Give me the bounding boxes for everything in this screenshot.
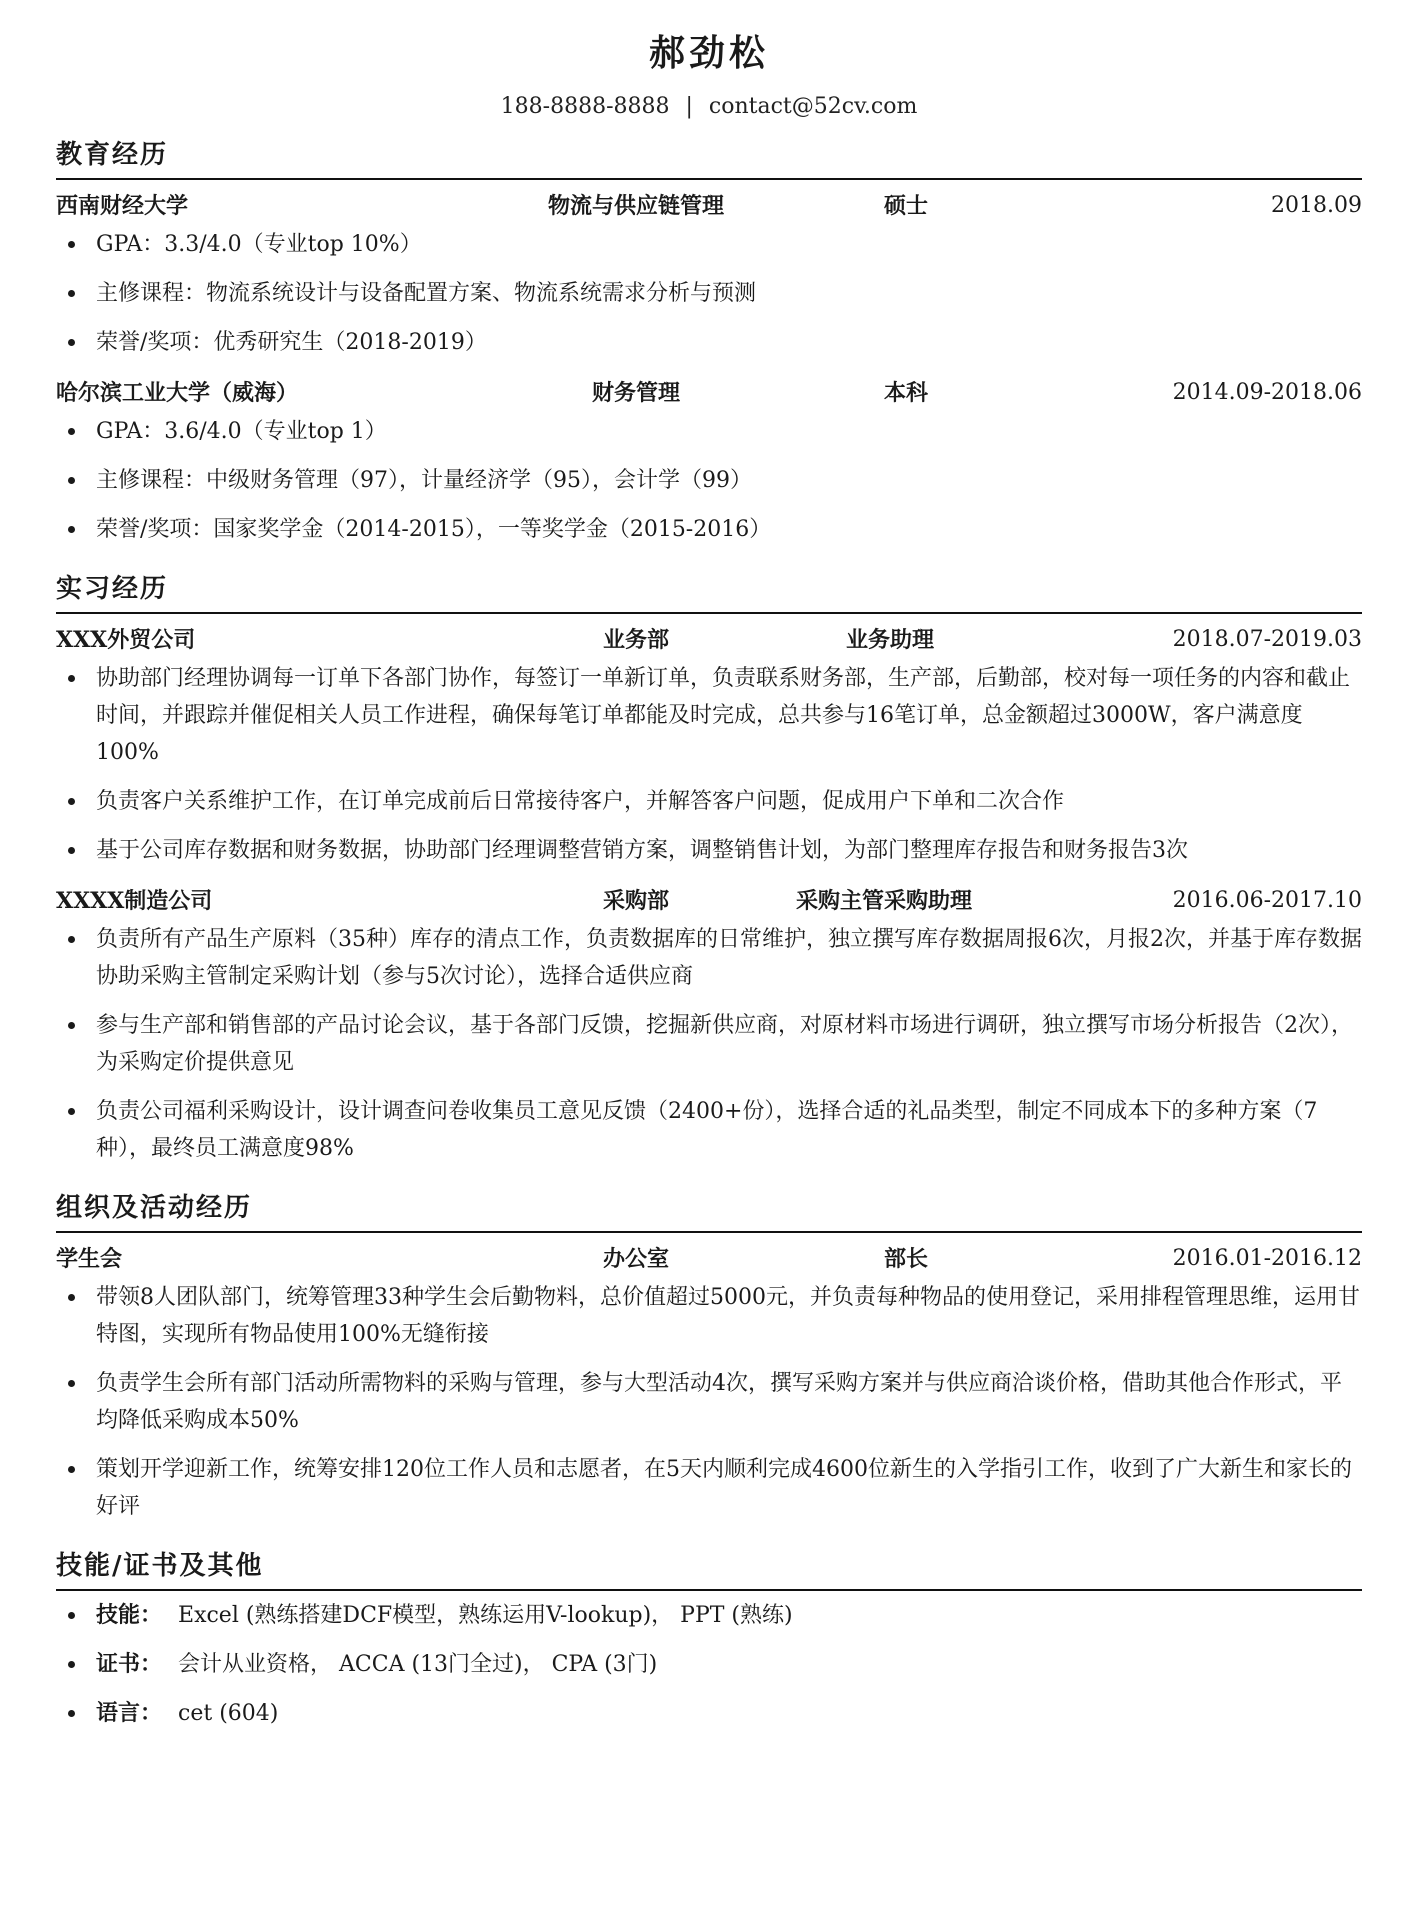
list-item: 负责客户关系维护工作，在订单完成前后日常接待客户，并解答客户问题，促成用户下单和二次合作 (56, 783, 1362, 820)
list-item: 荣誉/奖项：国家奖学金（2014-2015），一等奖学金（2015-2016） (56, 511, 1362, 548)
school-name: 哈尔滨工业大学（威海） (56, 380, 299, 406)
list-item: 负责公司福利采购设计，设计调查问卷收集员工意见反馈（2400+份），选择合适的礼品类型，制定不同成本下的多种方案（7种），最终员工满意度98% (56, 1093, 1362, 1167)
bullet-icon (68, 798, 75, 805)
bullet-icon (68, 477, 75, 484)
bullet-icon (68, 1294, 75, 1301)
skills-list (56, 1597, 1362, 1732)
bullet-list (56, 1279, 1362, 1525)
entry-header (56, 881, 1362, 921)
phone-number: 188-8888-8888 (500, 94, 670, 119)
date-range: 2016.01-2016.12 (1172, 1246, 1362, 1271)
list-item: 负责学生会所有部门活动所需物料的采购与管理，参与大型活动4次，撰写采购方案并与供应商洽谈价格，借助其他合作形式，平均降低采购成本50% (56, 1365, 1362, 1439)
job-role: 业务助理 (846, 627, 935, 653)
skill-value: Excel (熟练搭建DCF模型，熟练运用V-lookup)， PPT (熟练) (178, 1603, 793, 1628)
section-title-activities: 组织及活动经历 (56, 1185, 1362, 1233)
bullet-icon (68, 428, 75, 435)
candidate-name: 郝劲松 (648, 32, 769, 74)
skill-label: 技能： (96, 1602, 163, 1628)
internship-section (56, 566, 1362, 1167)
education-entry (56, 373, 1362, 548)
list-item: 协助部门经理协调每一订单下各部门协作，每签订一单新订单，负责联系财务部，生产部，后勤部，校对每一项任务的内容和截止时间，并跟踪并催促相关人员工作进程，确保每笔订单都能及时完成，总共参与16笔订单，总金额超过3000W，客户满意度100% (56, 660, 1362, 771)
list-item: 参与生产部和销售部的产品讨论会议，基于各部门反馈，挖掘新供应商，对原材料市场进行调研，独立撰写市场分析报告（2次），为采购定价提供意见 (56, 1007, 1362, 1081)
date-range: 2014.09-2018.06 (1172, 380, 1362, 405)
education-section (56, 132, 1362, 548)
major: 物流与供应链管理 (547, 193, 724, 219)
bullet-icon (68, 936, 75, 943)
bullet-icon (68, 1466, 75, 1473)
list-item: GPA：3.3/4.0（专业top 10%） (56, 226, 1362, 263)
list-item (56, 1597, 1362, 1634)
company-name: XXX外贸公司 (56, 627, 196, 653)
bullet-icon (68, 1022, 75, 1029)
bullet-icon (68, 339, 75, 346)
contact-line (0, 92, 1418, 122)
entry-header (56, 620, 1362, 660)
bullet-icon (68, 1612, 75, 1619)
entry-header (56, 186, 1362, 226)
list-item: 负责所有产品生产原料（35种）库存的清点工作，负责数据库的日常维护，独立撰写库存数据周报6次，月报2次，并基于库存数据协助采购主管制定采购计划（参与5次讨论），选择合适供应商 (56, 921, 1362, 995)
skills-section (56, 1543, 1362, 1732)
contact-separator: | (685, 94, 693, 119)
job-role: 采购主管采购助理 (796, 888, 973, 914)
skill-value: cet (604) (178, 1701, 279, 1726)
internship-entry (56, 881, 1362, 1167)
bullet-icon (68, 241, 75, 248)
company-name: XXXX制造公司 (56, 888, 213, 914)
list-item (56, 1646, 1362, 1683)
bullet-list (56, 921, 1362, 1167)
entry-header (56, 1239, 1362, 1279)
bullet-list (56, 413, 1362, 548)
bullet-icon (68, 1380, 75, 1387)
date-range: 2018.07-2019.03 (1172, 627, 1362, 652)
bullet-icon (68, 675, 75, 682)
list-item: 带领8人团队部门，统筹管理33种学生会后勤物料，总价值超过5000元，并负责每种物品的使用登记，采用排程管理思维，运用甘特图，实现所有物品使用100%无缝衔接 (56, 1279, 1362, 1353)
section-title-internship: 实习经历 (56, 566, 1362, 614)
skill-label: 证书： (96, 1651, 163, 1677)
date-range: 2018.09 (1271, 193, 1362, 218)
bullet-list (56, 226, 1362, 361)
bullet-list (56, 660, 1362, 869)
bullet-icon (68, 1108, 75, 1115)
section-title-skills: 技能/证书及其他 (56, 1543, 1362, 1591)
list-item: GPA：3.6/4.0（专业top 1） (56, 413, 1362, 450)
activities-section (56, 1185, 1362, 1525)
organization-name: 学生会 (56, 1246, 123, 1272)
list-item: 主修课程：物流系统设计与设备配置方案、物流系统需求分析与预测 (56, 275, 1362, 312)
bullet-icon (68, 290, 75, 297)
skill-label: 语言： (96, 1700, 163, 1726)
school-name: 西南财经大学 (56, 193, 189, 219)
job-role: 部长 (883, 1246, 928, 1272)
list-item (56, 1695, 1362, 1732)
list-item: 策划开学迎新工作，统筹安排120位工作人员和志愿者，在5天内顺利完成4600位新生的入学指引工作，收到了广大新生和家长的好评 (56, 1451, 1362, 1525)
email-address: contact@52cv.com (708, 94, 918, 119)
resume-content (56, 132, 1362, 1750)
section-title-education: 教育经历 (56, 132, 1362, 180)
date-range: 2016.06-2017.10 (1172, 888, 1362, 913)
department: 采购部 (602, 888, 669, 914)
bullet-icon (68, 847, 75, 854)
department: 办公室 (602, 1246, 669, 1272)
internship-entry (56, 620, 1362, 869)
activity-entry (56, 1239, 1362, 1525)
major: 财务管理 (591, 380, 680, 406)
list-item: 基于公司库存数据和财务数据，协助部门经理调整营销方案，调整销售计划，为部门整理库存报告和财务报告3次 (56, 832, 1362, 869)
entry-header (56, 373, 1362, 413)
bullet-icon (68, 1661, 75, 1668)
degree: 硕士 (883, 193, 928, 219)
list-item: 主修课程：中级财务管理（97），计量经济学（95），会计学（99） (56, 462, 1362, 499)
skill-value: 会计从业资格， ACCA (13门全过)， CPA (3门) (178, 1652, 658, 1677)
bullet-icon (68, 526, 75, 533)
degree: 本科 (883, 380, 928, 406)
bullet-icon (68, 1710, 75, 1717)
list-item: 荣誉/奖项：优秀研究生（2018-2019） (56, 324, 1362, 361)
education-entry (56, 186, 1362, 361)
department: 业务部 (602, 627, 669, 653)
